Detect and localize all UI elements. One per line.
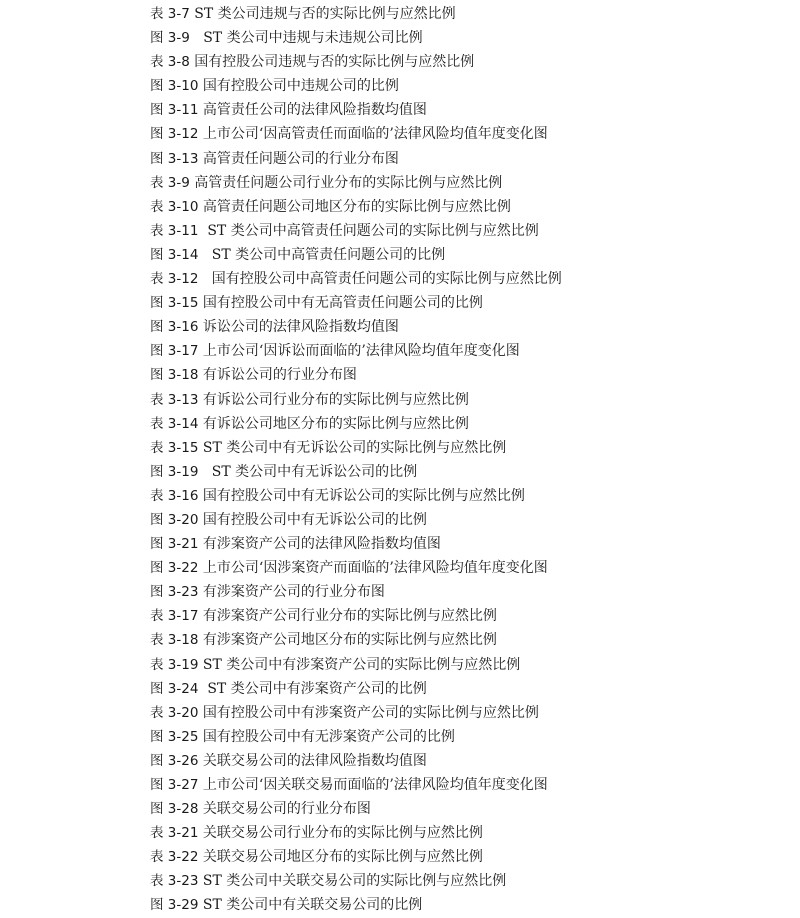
entry-label: 图 3-12 (150, 126, 199, 143)
entry-label: 图 3-9 (150, 30, 190, 47)
entry-title: 国有控股公司违规与否的实际比例与应然比例 (189, 54, 475, 71)
entry-label: 图 3-22 (150, 560, 199, 577)
entry-label: 表 3-12 (150, 271, 199, 288)
entry-title: 国有控股公司中有无诉讼公司的实际比例与应然比例 (198, 487, 525, 504)
list-entry (150, 339, 562, 363)
list-entry (150, 677, 562, 701)
list-entry (150, 2, 562, 26)
list-entry (150, 869, 562, 893)
entry-title: ST 类公司中关联交易公司的实际比例与应然比例 (198, 873, 507, 890)
entry-label: 图 3-21 (150, 536, 199, 553)
entry-label: 表 3-16 (150, 487, 199, 504)
entry-label: 图 3-14 (150, 246, 199, 263)
list-entry (150, 508, 562, 532)
entry-label: 图 3-15 (150, 295, 199, 312)
entry-title: 国有控股公司中违规公司的比例 (198, 78, 399, 95)
entry-title: 国有控股公司中有无涉案资产公司的比例 (198, 728, 455, 745)
list-entry (150, 363, 562, 387)
entry-title: ST 类公司中有无诉讼公司的比例 (198, 463, 418, 480)
entry-label: 表 3-20 (150, 704, 199, 721)
list-entry (150, 50, 562, 74)
list-entry (150, 821, 562, 845)
entry-title: 国有控股公司中有涉案资产公司的实际比例与应然比例 (198, 704, 539, 721)
list-entry (150, 147, 562, 171)
list-entry (150, 315, 562, 339)
entry-title: 上市公司‘因关联交易而面临的’法律风险均值年度变化图 (198, 777, 548, 793)
entry-title: 高管责任问题公司的行业分布图 (198, 150, 399, 167)
list-entry (150, 580, 562, 604)
entry-label: 图 3-20 (150, 511, 199, 528)
entry-label: 图 3-10 (150, 78, 199, 95)
entry-title: 关联交易公司的法律风险指数均值图 (198, 752, 427, 769)
list-entry (150, 412, 562, 436)
entry-title: ST 类公司中高管责任问题公司的实际比例与应然比例 (198, 222, 539, 239)
list-entry (150, 74, 562, 98)
entry-label: 图 3-23 (150, 584, 199, 601)
entry-title: 关联交易公司行业分布的实际比例与应然比例 (198, 825, 483, 842)
entry-title: 关联交易公司的行业分布图 (198, 801, 371, 818)
list-entry (150, 171, 562, 195)
list-entry (150, 628, 562, 652)
entry-label: 表 3-10 (150, 198, 199, 215)
entry-label: 图 3-28 (150, 801, 199, 818)
list-entry (150, 388, 562, 412)
entry-title: ST 类公司中有关联交易公司的比例 (198, 897, 423, 914)
entry-label: 表 3-18 (150, 632, 199, 649)
entry-label: 图 3-26 (150, 752, 199, 769)
list-entry (150, 556, 562, 580)
entry-title: 有涉案资产公司地区分布的实际比例与应然比例 (198, 632, 497, 649)
entry-label: 图 3-27 (150, 777, 199, 793)
entry-title: 高管责任公司的法律风险指数均值图 (198, 102, 427, 119)
entry-label: 表 3-13 (150, 391, 199, 408)
entry-label: 表 3-9 (150, 174, 190, 191)
list-entry (150, 845, 562, 869)
entry-label: 表 3-23 (150, 873, 199, 890)
entry-title: 有诉讼公司地区分布的实际比例与应然比例 (198, 415, 469, 432)
entry-title: ST 类公司中有涉案资产公司的实际比例与应然比例 (198, 656, 521, 673)
entry-title: ST 类公司违规与否的实际比例与应然比例 (189, 6, 456, 22)
list-entry (150, 484, 562, 508)
entry-label: 表 3-7 (150, 6, 190, 22)
entry-label: 图 3-19 (150, 463, 199, 480)
entry-label: 表 3-14 (150, 415, 199, 432)
entry-label: 表 3-22 (150, 849, 199, 866)
figure-table-list (150, 2, 562, 918)
list-entry (150, 243, 562, 267)
entry-label: 图 3-29 (150, 897, 199, 914)
entry-title: 高管责任问题公司地区分布的实际比例与应然比例 (198, 198, 511, 215)
entry-title: 国有控股公司中有无高管责任问题公司的比例 (198, 295, 483, 312)
entry-title: 有诉讼公司行业分布的实际比例与应然比例 (198, 391, 469, 408)
entry-title: ST 类公司中有涉案资产公司的比例 (198, 680, 427, 697)
list-entry (150, 532, 562, 556)
list-entry (150, 195, 562, 219)
list-entry (150, 797, 562, 821)
entry-label: 图 3-18 (150, 367, 199, 384)
list-entry (150, 267, 562, 291)
entry-title: ST 类公司中高管责任问题公司的比例 (198, 246, 446, 263)
list-entry (150, 122, 562, 146)
entry-title: 有涉案资产公司行业分布的实际比例与应然比例 (198, 608, 497, 625)
entry-title: 关联交易公司地区分布的实际比例与应然比例 (198, 849, 483, 866)
entry-label: 表 3-19 (150, 656, 199, 673)
entry-title: ST 类公司中违规与未违规公司比例 (189, 30, 423, 47)
entry-title: 国有控股公司中有无诉讼公司的比例 (198, 511, 427, 528)
entry-title: 高管责任问题公司行业分布的实际比例与应然比例 (189, 174, 503, 191)
list-entry (150, 460, 562, 484)
entry-label: 表 3-17 (150, 608, 199, 625)
entry-title: 国有控股公司中高管责任问题公司的实际比例与应然比例 (198, 271, 562, 288)
list-entry (150, 701, 562, 725)
list-entry (150, 436, 562, 460)
list-entry (150, 26, 562, 50)
list-entry (150, 749, 562, 773)
list-entry (150, 219, 562, 243)
entry-label: 表 3-11 (150, 222, 199, 239)
entry-title: 上市公司‘因涉案资产而面临的’法律风险均值年度变化图 (198, 560, 548, 577)
entry-label: 表 3-21 (150, 825, 199, 842)
list-entry (150, 653, 562, 677)
entry-title: ST 类公司中有无诉讼公司的实际比例与应然比例 (198, 439, 507, 456)
entry-title: 诉讼公司的法律风险指数均值图 (198, 319, 399, 336)
entry-label: 表 3-8 (150, 54, 190, 71)
entry-title: 上市公司‘因高管责任而面临的’法律风险均值年度变化图 (198, 126, 548, 143)
entry-title: 有诉讼公司的行业分布图 (198, 367, 357, 384)
entry-label: 图 3-11 (150, 102, 199, 119)
list-entry (150, 725, 562, 749)
list-entry (150, 291, 562, 315)
entry-label: 图 3-16 (150, 319, 199, 336)
entry-title: 有涉案资产公司的行业分布图 (198, 584, 385, 601)
entry-label: 表 3-15 (150, 439, 199, 456)
entry-label: 图 3-13 (150, 150, 199, 167)
list-entry (150, 98, 562, 122)
list-entry (150, 773, 562, 797)
entry-title: 有涉案资产公司的法律风险指数均值图 (198, 536, 441, 553)
entry-label: 图 3-25 (150, 728, 199, 745)
entry-title: 上市公司‘因诉讼而面临的’法律风险均值年度变化图 (198, 343, 520, 360)
entry-label: 图 3-24 (150, 680, 199, 697)
list-entry (150, 604, 562, 628)
entry-label: 图 3-17 (150, 343, 199, 360)
